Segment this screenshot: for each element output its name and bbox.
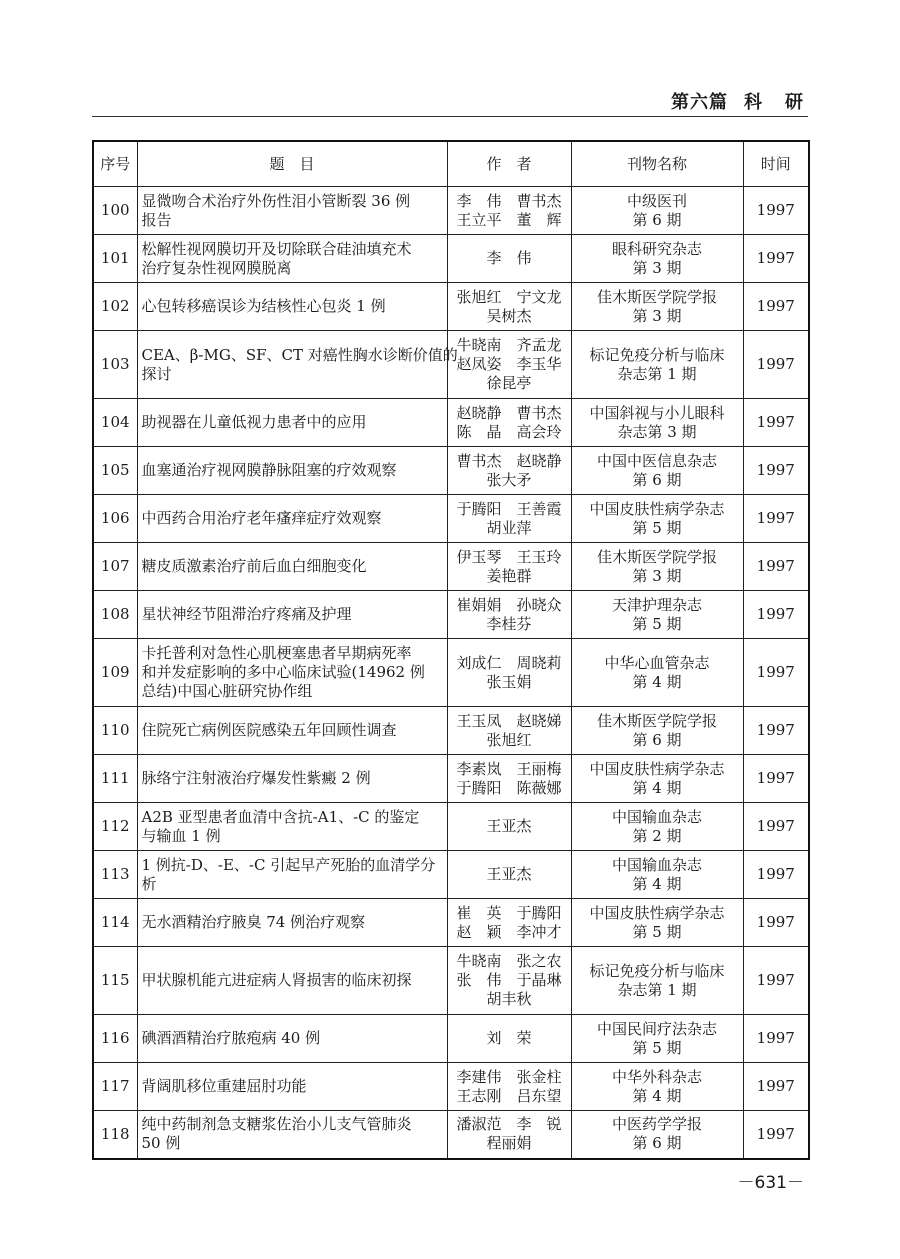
- row-number: 110: [93, 707, 137, 755]
- title-line: 无水酒精治疗腋臭 74 例治疗观察: [141, 913, 366, 931]
- table-row: [93, 1111, 809, 1159]
- header-rule: [92, 116, 808, 117]
- article-title: [137, 947, 447, 1015]
- title-line: 血塞通治疗视网膜静脉阻塞的疗效观察: [141, 461, 397, 479]
- journal-line: 中国斜视与小儿眼科: [589, 403, 725, 422]
- journal-name: [571, 1111, 743, 1159]
- journal-line: 第 5 期: [632, 922, 682, 941]
- article-title: [137, 187, 447, 235]
- article-authors: [447, 331, 571, 399]
- article-authors: [447, 591, 571, 639]
- row-number: 103: [93, 331, 137, 399]
- author-line: 赵凤姿 李玉华: [456, 355, 562, 373]
- author-line: 张旭红: [486, 730, 532, 749]
- author-line: 胡丰秋: [486, 990, 532, 1008]
- article-authors: [447, 1015, 571, 1063]
- publication-year: 1997: [743, 543, 809, 591]
- row-number: 115: [93, 947, 137, 1015]
- title-line: 治疗复杂性视网膜脱离: [141, 258, 292, 277]
- author-line: 赵晓静 曹书杰: [456, 403, 562, 422]
- publication-year: 1997: [743, 399, 809, 447]
- publication-year: 1997: [743, 639, 809, 707]
- col-header-title: 题 目: [137, 141, 447, 187]
- title-line: 中西药合用治疗老年瘙痒症疗效观察: [141, 509, 382, 527]
- title-line: 心包转移癌误诊为结核性心包炎 1 例: [141, 297, 386, 315]
- title-line: 显微吻合术治疗外伤性泪小管断裂 36 例: [141, 191, 411, 210]
- journal-name: [571, 187, 743, 235]
- author-line: 张大矛: [486, 470, 532, 489]
- publication-year: 1997: [743, 1063, 809, 1111]
- journal-line: 第 6 期: [632, 470, 682, 489]
- author-line: 李桂芬: [486, 614, 532, 633]
- publication-year: 1997: [743, 707, 809, 755]
- article-authors: [447, 399, 571, 447]
- title-line: 探讨: [141, 364, 172, 383]
- row-number: 113: [93, 851, 137, 899]
- author-line: 崔 英 于腾阳: [456, 903, 562, 922]
- col-header-authors: 作 者: [447, 141, 571, 187]
- title-line: A2B 亚型患者血清中含抗-A1、-C 的鉴定: [141, 807, 420, 826]
- author-line: 牛晓南 张之农: [456, 952, 562, 970]
- journal-name: [571, 899, 743, 947]
- table-row: [93, 399, 809, 447]
- table-row: [93, 1063, 809, 1111]
- article-authors: [447, 851, 571, 899]
- publication-year: 1997: [743, 447, 809, 495]
- title-line: 背阔肌移位重建屈肘功能: [141, 1077, 307, 1095]
- title-line: 星状神经节阻滞治疗疼痛及护理: [141, 605, 352, 623]
- journal-line: 中医药学学报: [611, 1115, 702, 1134]
- author-line: 张 伟 于晶琳: [456, 971, 562, 989]
- journal-line: 第 4 期: [632, 778, 682, 797]
- journal-line: 第 3 期: [632, 306, 682, 325]
- journal-line: 第 3 期: [632, 566, 682, 585]
- col-header-journal: 刊物名称: [571, 141, 743, 187]
- table-row: [93, 707, 809, 755]
- journal-line: 第 5 期: [632, 614, 682, 633]
- table-row: [93, 755, 809, 803]
- author-line: 姜艳群: [486, 566, 532, 585]
- table-row: [93, 1015, 809, 1063]
- row-number: 106: [93, 495, 137, 543]
- table-row: [93, 899, 809, 947]
- article-authors: [447, 187, 571, 235]
- journal-name: [571, 331, 743, 399]
- author-line: 李 伟: [486, 249, 532, 267]
- article-title: [137, 707, 447, 755]
- publication-year: 1997: [743, 899, 809, 947]
- table-row: [93, 187, 809, 235]
- author-line: 王亚杰: [486, 817, 532, 835]
- article-authors: [447, 1063, 571, 1111]
- col-header-no: 序号: [93, 141, 137, 187]
- table-row: [93, 803, 809, 851]
- journal-line: 中级医刊: [626, 191, 687, 210]
- table-row: [93, 447, 809, 495]
- journal-line: 中华心血管杂志: [604, 653, 710, 672]
- journal-line: 中国皮肤性病学杂志: [589, 903, 725, 922]
- article-title: [137, 803, 447, 851]
- article-title: [137, 283, 447, 331]
- part-label: 第六篇: [671, 92, 728, 113]
- journal-line: 第 2 期: [632, 826, 682, 845]
- article-title: [137, 495, 447, 543]
- journal-line: 眼科研究杂志: [611, 239, 702, 258]
- journal-name: [571, 591, 743, 639]
- publication-year: 1997: [743, 591, 809, 639]
- row-number: 114: [93, 899, 137, 947]
- title-line: 总结)中国心脏研究协作组: [141, 682, 313, 700]
- journal-line: 中华外科杂志: [611, 1067, 702, 1086]
- author-line: 牛晓南 齐孟龙: [456, 336, 562, 354]
- journal-line: 第 5 期: [632, 1038, 682, 1057]
- title-line: 与输血 1 例: [141, 826, 221, 845]
- publication-year: 1997: [743, 1015, 809, 1063]
- publication-year: 1997: [743, 851, 809, 899]
- author-line: 李建伟 张金柱: [456, 1067, 562, 1086]
- title-line: 住院死亡病例医院感染五年回顾性调查: [141, 721, 397, 739]
- table-body: [93, 187, 809, 1159]
- journal-line: 中国中医信息杂志: [596, 451, 717, 470]
- article-title: [137, 1111, 447, 1159]
- publication-year: 1997: [743, 187, 809, 235]
- row-number: 104: [93, 399, 137, 447]
- publication-year: 1997: [743, 803, 809, 851]
- table-row: [93, 639, 809, 707]
- section-char-2: 研: [785, 92, 804, 113]
- row-number: 102: [93, 283, 137, 331]
- title-line: 析: [141, 874, 157, 893]
- journal-line: 佳木斯医学院学报: [596, 287, 717, 306]
- journal-line: 杂志第 1 期: [617, 364, 697, 383]
- article-title: [137, 447, 447, 495]
- journal-name: [571, 803, 743, 851]
- author-line: 陈 晶 高会玲: [456, 422, 562, 441]
- row-number: 108: [93, 591, 137, 639]
- table-row: [93, 947, 809, 1015]
- row-number: 101: [93, 235, 137, 283]
- journal-name: [571, 447, 743, 495]
- author-line: 伊玉琴 王玉玲: [456, 547, 562, 566]
- col-header-year: 时间: [743, 141, 809, 187]
- title-line: 助视器在儿童低视力患者中的应用: [141, 413, 367, 431]
- article-authors: [447, 283, 571, 331]
- journal-name: [571, 235, 743, 283]
- article-authors: [447, 755, 571, 803]
- article-authors: [447, 543, 571, 591]
- title-line: 脉络宁注射液治疗爆发性紫癜 2 例: [141, 769, 371, 787]
- row-number: 112: [93, 803, 137, 851]
- table-row: [93, 495, 809, 543]
- title-line: 纯中药制剂急支糖浆佐治小儿支气管肺炎: [141, 1115, 412, 1134]
- journal-line: 中国输血杂志: [611, 855, 702, 874]
- journal-name: [571, 399, 743, 447]
- journal-name: [571, 947, 743, 1015]
- journal-line: 标记免疫分析与临床: [589, 345, 725, 364]
- row-number: 117: [93, 1063, 137, 1111]
- journal-line: 杂志第 3 期: [617, 422, 697, 441]
- author-line: 王志刚 吕东望: [456, 1086, 562, 1105]
- row-number: 118: [93, 1111, 137, 1159]
- table-row: [93, 591, 809, 639]
- row-number: 100: [93, 187, 137, 235]
- article-title: [137, 755, 447, 803]
- article-authors: [447, 235, 571, 283]
- publication-year: 1997: [743, 283, 809, 331]
- section-char-1: 科: [744, 92, 763, 113]
- author-line: 刘成仁 周晓莉: [456, 653, 562, 672]
- title-line: 甲状腺机能亢进症病人肾损害的临床初探: [141, 971, 412, 989]
- author-line: 赵 颖 李冲才: [456, 922, 562, 941]
- publication-year: 1997: [743, 235, 809, 283]
- article-authors: [447, 1111, 571, 1159]
- title-line: 碘酒酒精治疗脓疱病 40 例: [141, 1029, 321, 1047]
- title-line: 报告: [141, 210, 172, 229]
- article-title: [137, 1015, 447, 1063]
- author-line: 潘淑范 李 锐: [456, 1115, 562, 1134]
- journal-name: [571, 1015, 743, 1063]
- table-row: [93, 331, 809, 399]
- journal-line: 中国皮肤性病学杂志: [589, 499, 725, 518]
- article-authors: [447, 947, 571, 1015]
- title-line: 50 例: [141, 1134, 181, 1153]
- table-row: [93, 283, 809, 331]
- row-number: 109: [93, 639, 137, 707]
- author-line: 崔娟娟 孙晓众: [456, 595, 562, 614]
- journal-name: [571, 283, 743, 331]
- publication-year: 1997: [743, 331, 809, 399]
- table-row: [93, 543, 809, 591]
- table-header-row: [93, 141, 809, 187]
- article-title: [137, 591, 447, 639]
- author-line: 程丽娟: [486, 1134, 532, 1153]
- journal-line: 第 4 期: [632, 672, 682, 691]
- article-title: [137, 851, 447, 899]
- article-authors: [447, 803, 571, 851]
- page-number: －631－: [737, 1173, 804, 1193]
- author-line: 张旭红 宁文龙: [456, 287, 562, 306]
- table-row: [93, 851, 809, 899]
- title-line: 卡托普利对急性心肌梗塞患者早期病死率: [141, 644, 412, 662]
- article-title: [137, 639, 447, 707]
- article-title: [137, 1063, 447, 1111]
- author-line: 胡业萍: [486, 518, 532, 537]
- author-line: 王立平 董 辉: [456, 210, 562, 229]
- chapter-heading: [671, 88, 804, 114]
- journal-line: 第 4 期: [632, 874, 682, 893]
- article-authors: [447, 639, 571, 707]
- publication-year: 1997: [743, 1111, 809, 1159]
- journal-name: [571, 707, 743, 755]
- article-authors: [447, 899, 571, 947]
- author-line: 于腾阳 陈薇娜: [456, 778, 562, 797]
- table-row: [93, 235, 809, 283]
- row-number: 116: [93, 1015, 137, 1063]
- title-line: 糖皮质激素治疗前后血白细胞变化: [141, 557, 367, 575]
- journal-line: 第 4 期: [632, 1086, 682, 1105]
- author-line: 曹书杰 赵晓静: [456, 451, 562, 470]
- author-line: 王亚杰: [486, 865, 532, 883]
- journal-name: [571, 755, 743, 803]
- journal-name: [571, 639, 743, 707]
- article-authors: [447, 447, 571, 495]
- publication-table: [92, 140, 810, 1160]
- title-line: 1 例抗-D、-E、-C 引起早产死胎的血清学分: [141, 855, 436, 874]
- author-line: 李素岚 王丽梅: [456, 759, 562, 778]
- journal-name: [571, 495, 743, 543]
- author-line: 刘 荣: [486, 1029, 532, 1047]
- article-title: [137, 235, 447, 283]
- journal-name: [571, 543, 743, 591]
- journal-line: 天津护理杂志: [611, 595, 702, 614]
- article-authors: [447, 707, 571, 755]
- journal-line: 第 6 期: [632, 730, 682, 749]
- row-number: 111: [93, 755, 137, 803]
- journal-line: 第 6 期: [632, 210, 682, 229]
- title-line: CEA、β-MG、SF、CT 对癌性胸水诊断价值的: [141, 345, 458, 364]
- title-line: 松解性视网膜切开及切除联合硅油填充术: [141, 239, 412, 258]
- article-authors: [447, 495, 571, 543]
- journal-line: 第 6 期: [632, 1134, 682, 1153]
- article-title: [137, 399, 447, 447]
- journal-line: 杂志第 1 期: [617, 980, 697, 999]
- journal-line: 第 5 期: [632, 518, 682, 537]
- author-line: 王玉凤 赵晓娣: [456, 711, 562, 730]
- journal-name: [571, 851, 743, 899]
- journal-line: 佳木斯医学院学报: [596, 547, 717, 566]
- author-line: 吴树杰: [486, 306, 532, 325]
- publication-year: 1997: [743, 495, 809, 543]
- author-line: 张玉娟: [486, 672, 532, 691]
- article-title: [137, 899, 447, 947]
- journal-line: 标记免疫分析与临床: [589, 961, 725, 980]
- article-title: [137, 543, 447, 591]
- journal-line: 佳木斯医学院学报: [596, 711, 717, 730]
- journal-name: [571, 1063, 743, 1111]
- row-number: 105: [93, 447, 137, 495]
- author-line: 李 伟 曹书杰: [456, 191, 562, 210]
- article-title: [137, 331, 458, 399]
- row-number: 107: [93, 543, 137, 591]
- author-line: 徐昆亭: [486, 374, 532, 392]
- journal-line: 中国民间疗法杂志: [596, 1019, 717, 1038]
- journal-line: 中国输血杂志: [611, 807, 702, 826]
- journal-line: 中国皮肤性病学杂志: [589, 759, 725, 778]
- author-line: 于腾阳 王善霞: [456, 499, 562, 518]
- publication-year: 1997: [743, 755, 809, 803]
- publication-year: 1997: [743, 947, 809, 1015]
- title-line: 和并发症影响的多中心临床试验(14962 例: [141, 663, 425, 681]
- journal-line: 第 3 期: [632, 258, 682, 277]
